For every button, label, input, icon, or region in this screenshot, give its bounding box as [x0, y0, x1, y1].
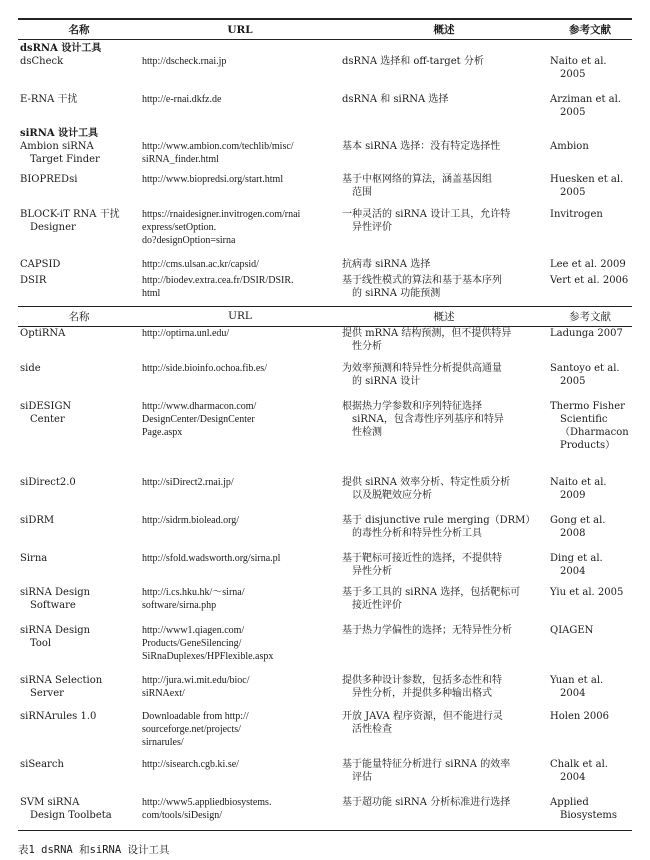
tool-name: siRNA Design Software [20, 587, 91, 611]
tool-reference: Gong et al. 2008 [550, 515, 606, 539]
table-row [18, 173, 632, 208]
table-row [18, 624, 632, 674]
tool-description: dsRNA 和 siRNA 选择 [342, 94, 449, 105]
tool-name: BLOCK-iT RNA 干扰 Designer [20, 209, 120, 233]
tool-name: siRNArules 1.0 [20, 711, 97, 722]
tool-description: 开放 JAVA 程序资源，但不能进行灵 活性检查 [342, 711, 503, 735]
tool-name: CAPSID [20, 259, 61, 270]
tool-name: side [20, 363, 41, 374]
table-row [18, 400, 632, 476]
table-row [18, 55, 632, 93]
tool-url: http://dscheck.rnai.jp [142, 56, 227, 67]
tool-description: 基于超功能 siRNA 分析标准进行选择 [340, 796, 548, 830]
tool-url: http://sfold.wadsworth.org/sirna.pl [142, 553, 281, 564]
table-row [18, 476, 632, 514]
tool-reference: QIAGEN [550, 625, 594, 636]
tool-name: DSIR [20, 275, 47, 286]
tool-url: http://i.cs.hku.hk/～sirna/ software/sirna.php [142, 587, 245, 611]
tool-name: OptiRNA [20, 327, 66, 339]
tool-url: http://side.bioinfo.ochoa.fib.es/ [142, 363, 267, 374]
header-desc: 概述 [340, 306, 548, 326]
tool-name: siRNA Design Tool [20, 625, 91, 649]
tool-name: siDESIGN Center [20, 401, 72, 425]
tool-url: http://jura.wi.mit.edu/bioc/ siRNAext/ [142, 675, 250, 699]
table-row [18, 710, 632, 758]
tool-url: http://www1.qiagen.com/ Products/GeneSilencing/ SiRnaDuplexes/HPFlexible.aspx [142, 625, 274, 662]
tool-reference: Naito et al. 2009 [550, 477, 607, 501]
tool-description: 一种灵活的 siRNA 设计工具，允许特 异性评价 [342, 209, 511, 233]
tool-reference: Huesken et al. 2005 [550, 174, 624, 198]
tool-url: http://sisearch.cgb.ki.se/ [142, 759, 239, 770]
tool-description: 基本 siRNA 选择：没有特定选择性 [342, 141, 501, 152]
tools-table [18, 18, 632, 831]
header-url: URL [140, 19, 340, 40]
header-ref: 参考文献 [548, 306, 632, 326]
tool-name: siDRM [20, 515, 55, 526]
tool-reference: Thermo Fisher Scientific （Dharmacon Products） [550, 401, 629, 451]
tool-url: https://rnaidesigner.invitrogen.com/rnai express/setOption. do?designOption=sirna [142, 209, 301, 246]
tool-description: 提供多种设计参数，包括多态性和特 异性分析，并提供多种输出格式 [342, 675, 502, 699]
tool-description: 基于多工具的 siRNA 选择，包括靶标可 接近性评价 [342, 587, 521, 611]
tool-description: 基于靶标可接近性的选择，不提供特 异性分析 [342, 553, 502, 577]
header-ref: 参考文献 [548, 19, 632, 40]
tool-url: http://e-rnai.dkfz.de [142, 94, 222, 105]
tool-name: BIOPREDsi [20, 174, 78, 185]
table-caption: 表1 dsRNA 和siRNA 设计工具 [18, 844, 170, 856]
table-row [18, 208, 632, 258]
tool-url: http://www.biopredsi.org/start.html [142, 174, 284, 185]
tool-name: siSearch [20, 759, 64, 770]
table-row [18, 758, 632, 796]
table-header-top [18, 19, 632, 40]
table-row [18, 93, 632, 125]
tool-reference: Ambion [550, 141, 589, 152]
tool-description: 提供 siRNA 效率分析、特定性质分析 以及脱靶效应分析 [342, 477, 511, 501]
tool-description: 基于 disjunctive rule merging（DRM） 的毒性分析和特异性分析工具 [342, 515, 536, 539]
tool-reference: Invitrogen [550, 209, 603, 220]
tool-reference: Lee et al. 2009 [550, 259, 626, 270]
tool-reference: Naito et al. 2005 [550, 56, 607, 80]
tool-description: 基于能量特征分析进行 siRNA 的效率 评估 [342, 759, 511, 783]
tool-url: http://www.dharmacon.com/ DesignCenter/DesignCenter Page.aspx [142, 401, 257, 438]
tool-url: http://www5.appliedbiosystems. com/tools/siDesign/ [140, 796, 340, 830]
tool-reference: Holen 2006 [550, 711, 609, 722]
table-page [18, 18, 632, 831]
table-row [18, 514, 632, 552]
tool-name: Sirna [20, 553, 48, 564]
section-heading: dsRNA 设计工具 [20, 43, 102, 54]
tool-url: http://optirna.unl.edu/ [142, 327, 230, 339]
tool-description: 提供 mRNA 结构预测，但不提供特异 性分析 [342, 327, 512, 352]
tool-url: http://siDirect2.rnai.jp/ [142, 477, 234, 488]
tool-url: Downloadable from http:// sourceforge.net/projects/ sirnarules/ [142, 711, 249, 748]
tool-reference: Yiu et al. 2005 [550, 587, 624, 598]
table-row [18, 674, 632, 710]
tool-reference: Vert et al. 2006 [550, 275, 629, 286]
table-row [18, 274, 632, 306]
tool-name: SVM siRNA Design Toolbeta [18, 796, 140, 830]
table-row [18, 362, 632, 400]
table-row [18, 796, 632, 830]
tool-description: 为效率预测和特异性分析提供高通量 的 siRNA 设计 [342, 363, 502, 387]
tool-reference: Santoyo et al. 2005 [550, 363, 620, 387]
header-desc: 概述 [340, 19, 548, 40]
tool-reference: Ladunga 2007 [550, 327, 623, 339]
header-name: 名称 [18, 306, 140, 326]
tool-reference: Applied Biosystems [548, 796, 632, 830]
tool-description: dsRNA 选择和 off-target 分析 [342, 56, 484, 67]
tool-reference: Yuan et al. 2004 [550, 675, 604, 699]
table-row [18, 552, 632, 586]
tool-url: http://cms.ulsan.ac.kr/capsid/ [142, 259, 259, 270]
header-name: 名称 [18, 19, 140, 40]
table-row [18, 326, 632, 362]
tool-url: http://biodev.extra.cea.fr/DSIR/DSIR. html [142, 275, 294, 299]
header-url: URL [140, 306, 340, 326]
tool-name: siDirect2.0 [20, 477, 76, 488]
tool-name: siRNA Selection Server [20, 675, 103, 699]
table-row [18, 586, 632, 624]
table-row [18, 140, 632, 173]
tool-name: E-RNA 干扰 [20, 94, 78, 105]
tool-name: dsCheck [20, 56, 64, 67]
tool-description: 基于中枢网络的算法，涵盖基因组 范围 [342, 174, 492, 198]
tool-url: http://www.ambion.com/techlib/misc/ siRNA_finder.html [142, 141, 294, 165]
tool-reference: Arziman et al. 2005 [550, 94, 621, 118]
tool-description: 抗病毒 siRNA 选择 [342, 259, 431, 270]
section-heading: siRNA 设计工具 [20, 128, 99, 139]
tool-description: 根据热力学参数和序列特征选择 siRNA，包含毒性序列基序和特异 性检测 [342, 401, 504, 438]
tool-description: 基于线性模式的算法和基于基本序列 的 siRNA 功能预测 [342, 275, 502, 299]
tool-reference: Ding et al. 2004 [550, 553, 603, 577]
table-row [18, 258, 632, 274]
tool-name: Ambion siRNA Target Finder [20, 141, 100, 165]
tool-description: 基于热力学偏性的选择；无特异性分析 [342, 625, 512, 636]
tool-reference: Chalk et al. 2004 [550, 759, 608, 783]
tool-url: http://sidrm.biolead.org/ [142, 515, 240, 526]
table-header-repeat [18, 306, 632, 326]
